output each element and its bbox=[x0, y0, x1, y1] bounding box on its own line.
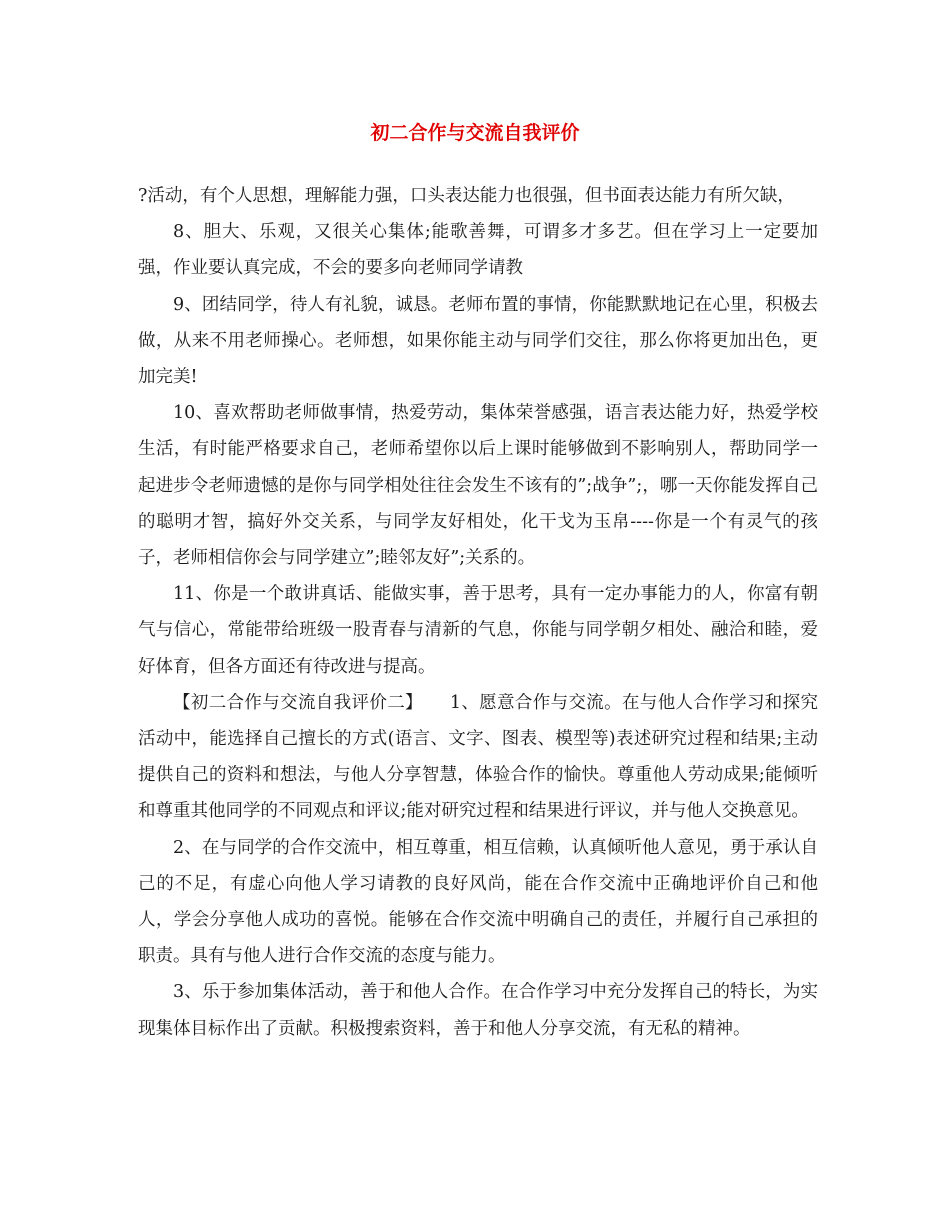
paragraph-5: 11、你是一个敢讲真话、能做实事，善于思考，具有一定办事能力的人，你富有朝气与信心，常能带给班级一股青春与清新的气息，你能与同学朝夕相处、融洽和睦，爱好体育，但各方面还有待改进与提高。 bbox=[138, 584, 818, 677]
paragraph-2: 8、胆大、乐观，又很关心集体;能歌善舞，可谓多才多艺。但在学习上一定要加强，作业要认真完成，不会的要多向老师同学请教 bbox=[138, 222, 818, 279]
paragraph-8: 3、乐于参加集体活动，善于和他人合作。在合作学习中充分发挥自己的特长，为实现集体目标作出了贡献。积极搜索资料，善于和他人分享交流，有无私的精神。 bbox=[138, 982, 818, 1039]
paragraph-4: 10、喜欢帮助老师做事情，热爱劳动，集体荣誉感强，语言表达能力好，热爱学校生活，有时能严格要求自己，老师希望你以后上课时能够做到不影响别人，帮助同学一起进步令老师遗憾的是你与同学相处往往会发生不该有的”;战争”;，哪一天你能发挥自己的聪明才智，搞好外交关系，与同学友好相处，化干戈为玉帛----你是一个有灵气的孩子，老师相信你会与同学建立”;睦邻友好”;关系的。 bbox=[138, 403, 818, 569]
paragraph-3: 9、团结同学，待人有礼貌，诚恳。老师布置的事情，你能默默地记在心里，积极去做，从来不用老师操心。老师想，如果你能主动与同学们交往，那么你将更加出色，更加完美! bbox=[138, 294, 818, 388]
paragraph-7: 2、在与同学的合作交流中，相互尊重，相互信赖，认真倾听他人意见，勇于承认自己的不足，有虚心向他人学习请教的良好风尚，能在合作交流中正确地评价自己和他人，学会分享他人成功的喜悦。能够在合作交流中明确自己的责任，并履行自己承担的职责。具有与他人进行合作交流的态度与能力。 bbox=[138, 837, 818, 967]
paragraph-1: ?活动，有个人思想，理解能力强，口头表达能力也很强，但书面表达能力有所欠缺， bbox=[138, 186, 795, 206]
document-title: 初二合作与交流自我评价 bbox=[370, 122, 580, 144]
document-body bbox=[138, 178, 818, 1047]
paragraph-6: 【初二合作与交流自我评价二】 1、愿意合作与交流。在与他人合作学习和探究活动中，能选择自己擅长的方式(语言、文字、图表、模型等)表述研究过程和结果;主动提供自己的资料和想法，与他人分享智慧，体验合作的愉快。尊重他人劳动成果;能倾听和尊重其他同学的不同观点和评议;能对研究过程和结果进行评议，并与他人交换意见。 bbox=[138, 692, 818, 822]
